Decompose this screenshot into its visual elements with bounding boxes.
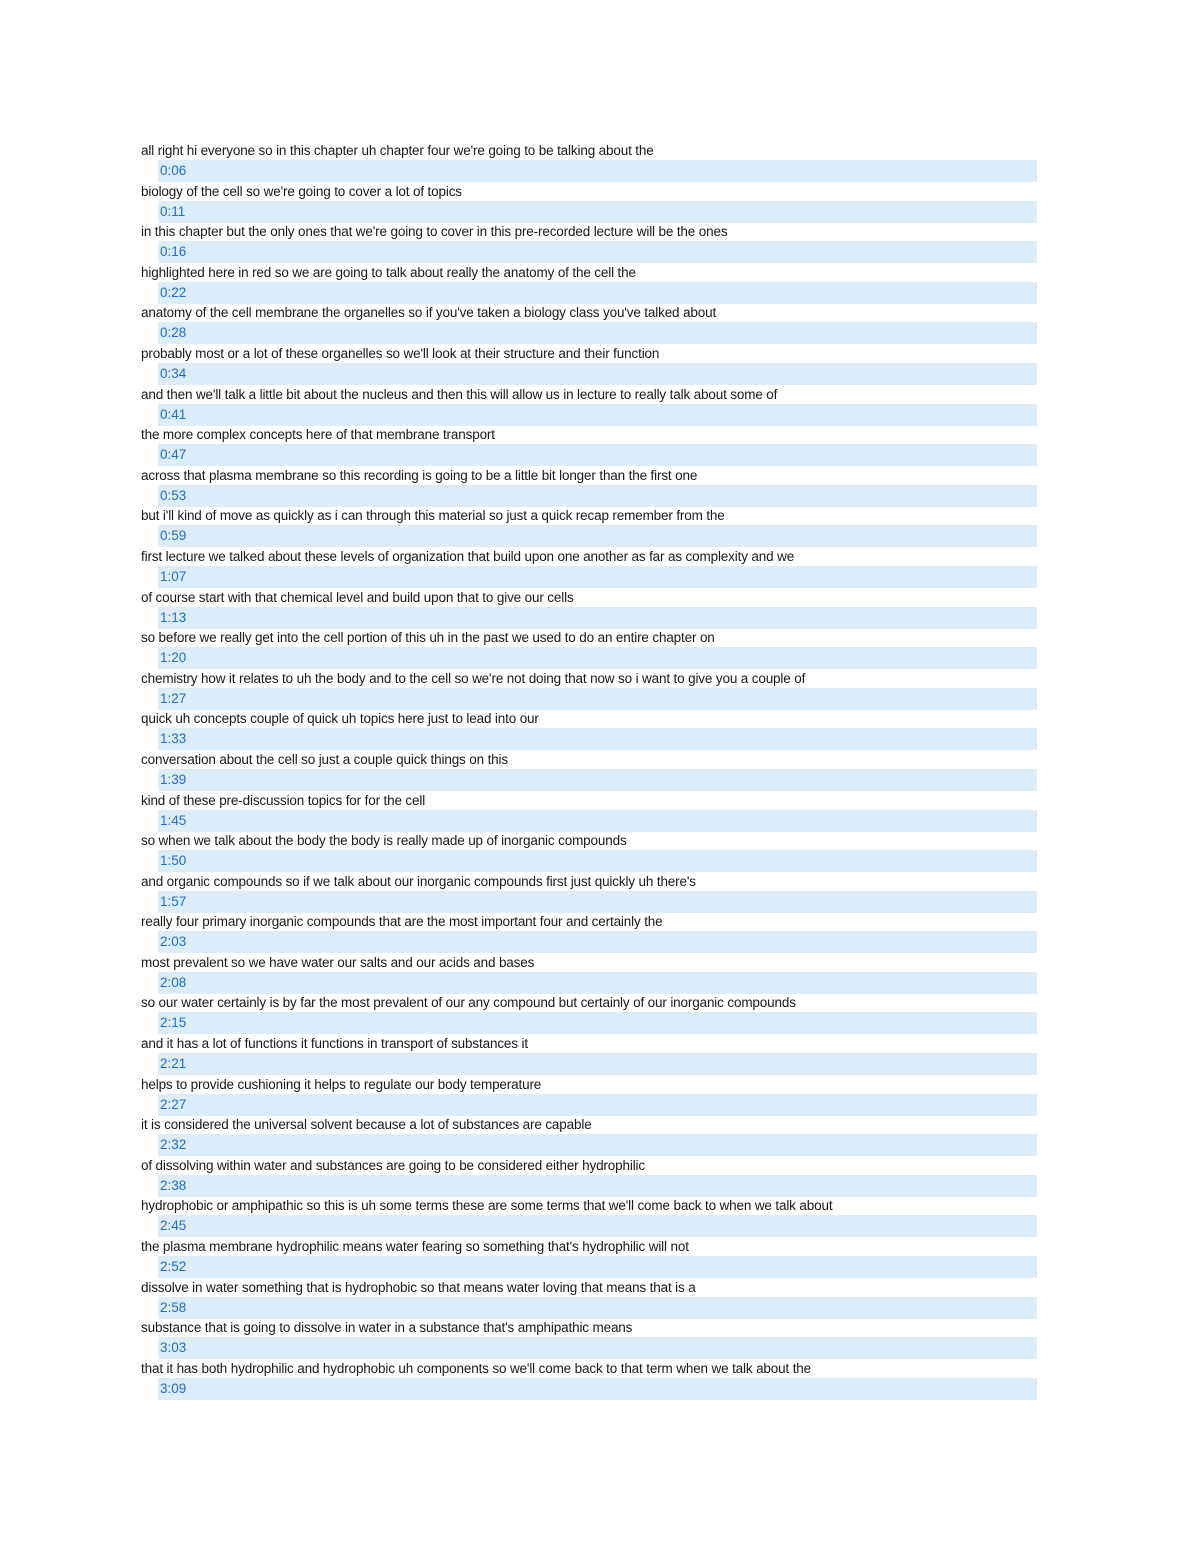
timestamp-row: [158, 850, 1037, 872]
transcript-entry: [141, 750, 1037, 791]
timestamp-link[interactable]: 0:59: [160, 528, 187, 544]
timestamp-row: [158, 769, 1037, 791]
transcript-line-text: most prevalent so we have water our salts and our acids and bases: [141, 954, 535, 970]
transcript-line-text: substance that is going to dissolve in water in a substance that's amphipathic means: [141, 1320, 633, 1336]
transcript-line-text: it is considered the universal solvent because a lot of substances are capable: [141, 1117, 592, 1133]
timestamp-link[interactable]: 0:16: [160, 244, 187, 260]
transcript-entry: [141, 303, 1037, 344]
timestamp-row: [158, 1175, 1037, 1197]
timestamp-link[interactable]: 0:22: [160, 284, 187, 300]
timestamp-row: [158, 566, 1037, 588]
transcript-entry: [141, 1115, 1037, 1156]
transcript-entry: [141, 1034, 1037, 1075]
transcript-line-text: so our water certainly is by far the most prevalent of our any compound but certainly of our inorganic compounds: [141, 995, 796, 1011]
timestamp-row: [158, 201, 1037, 223]
transcript-entry: [141, 182, 1037, 223]
transcript-line-text: anatomy of the cell membrane the organelles so if you've taken a biology class you've talked about: [141, 305, 717, 321]
timestamp-link[interactable]: 2:21: [160, 1056, 187, 1072]
timestamp-link[interactable]: 1:45: [160, 812, 187, 828]
timestamp-link[interactable]: 1:50: [160, 853, 187, 869]
timestamp-link[interactable]: 2:03: [160, 934, 187, 950]
transcript-entry: [141, 222, 1037, 263]
transcript-entry: [141, 506, 1037, 547]
timestamp-link[interactable]: 1:39: [160, 771, 187, 787]
timestamp-row: [158, 1378, 1037, 1400]
timestamp-row: [158, 1134, 1037, 1156]
transcript-line-text: and organic compounds so if we talk about our inorganic compounds first just quickly uh there's: [141, 873, 696, 889]
transcript-line-text: across that plasma membrane so this recording is going to be a little bit longer than the first one: [141, 467, 698, 483]
transcript-line-text: and then we'll talk a little bit about the nucleus and then this will allow us in lecture to really talk about some of: [141, 386, 778, 402]
transcript-entry: [141, 709, 1037, 750]
timestamp-row: [158, 607, 1037, 629]
timestamp-link[interactable]: 2:08: [160, 974, 187, 990]
transcript-line-text: dissolve in water something that is hydrophobic so that means water loving that means that is a: [141, 1279, 696, 1295]
transcript-entry: [141, 669, 1037, 710]
timestamp-link[interactable]: 1:20: [160, 650, 187, 666]
transcript-entry: [141, 953, 1037, 994]
transcript-entry: [141, 872, 1037, 913]
timestamp-link[interactable]: 0:53: [160, 487, 187, 503]
transcript-line-text: really four primary inorganic compounds that are the most important four and certainly the: [141, 914, 663, 930]
transcript-line-text: and it has a lot of functions it functions in transport of substances it: [141, 1036, 528, 1052]
transcript-line-text: first lecture we talked about these levels of organization that build upon one another as far as complexity and we: [141, 548, 795, 564]
timestamp-row: [158, 1012, 1037, 1034]
timestamp-link[interactable]: 2:52: [160, 1259, 187, 1275]
timestamp-row: [158, 891, 1037, 913]
timestamp-link[interactable]: 0:11: [160, 203, 186, 219]
timestamp-row: [158, 931, 1037, 953]
transcript-entry: [141, 141, 1037, 182]
timestamp-row: [158, 282, 1037, 304]
transcript-line-text: of course start with that chemical level and build upon that to give our cells: [141, 589, 574, 605]
transcript-entry: [141, 912, 1037, 953]
timestamp-row: [158, 444, 1037, 466]
timestamp-row: [158, 404, 1037, 426]
timestamp-row: [158, 1215, 1037, 1237]
transcript-line-text: conversation about the cell so just a couple quick things on this: [141, 751, 508, 767]
transcript-entry: [141, 466, 1037, 507]
transcript-entry: [141, 385, 1037, 426]
transcript-entry: [141, 1237, 1037, 1278]
transcript-entry: [141, 547, 1037, 588]
transcript-entry: [141, 1075, 1037, 1116]
timestamp-row: [158, 972, 1037, 994]
transcript-entry: [141, 791, 1037, 832]
transcript-entry: [141, 425, 1037, 466]
timestamp-row: [158, 241, 1037, 263]
transcript-entry: [141, 993, 1037, 1034]
timestamp-link[interactable]: 1:13: [160, 609, 187, 625]
transcript-line-text: all right hi everyone so in this chapter uh chapter four we're going to be talking about the: [141, 143, 654, 158]
transcript-line-text: so before we really get into the cell portion of this uh in the past we used to do an entire chapter on: [141, 630, 715, 646]
timestamp-row: [158, 728, 1037, 750]
transcript-line-text: kind of these pre-discussion topics for for the cell: [141, 792, 426, 808]
timestamp-link[interactable]: 2:45: [160, 1218, 187, 1234]
transcript-line-text: but i'll kind of move as quickly as i can through this material so just a quick recap remember from the: [141, 508, 725, 524]
transcript-entry: [141, 1318, 1037, 1359]
timestamp-link[interactable]: 2:58: [160, 1299, 187, 1315]
transcript-line-text: in this chapter but the only ones that we're going to cover in this pre-recorded lecture will be the ones: [141, 224, 728, 240]
timestamp-link[interactable]: 1:57: [160, 893, 187, 909]
transcript-line-text: that it has both hydrophilic and hydrophobic uh components so we'll come back to that term when we talk about the: [141, 1360, 812, 1376]
timestamp-row: [158, 322, 1037, 344]
timestamp-link[interactable]: 0:06: [160, 163, 187, 178]
timestamp-row: [158, 160, 1037, 182]
timestamp-link[interactable]: 1:07: [160, 568, 187, 584]
transcript-entry: [141, 628, 1037, 669]
timestamp-link[interactable]: 1:33: [160, 731, 187, 747]
timestamp-link[interactable]: 0:28: [160, 325, 187, 341]
timestamp-row: [158, 1053, 1037, 1075]
transcript-line-text: helps to provide cushioning it helps to regulate our body temperature: [141, 1076, 542, 1092]
transcript-entry: [141, 1196, 1037, 1237]
transcript-line-text: quick uh concepts couple of quick uh topics here just to lead into our: [141, 711, 539, 727]
timestamp-row: [158, 1094, 1037, 1116]
transcript-line-text: of dissolving within water and substances are going to be considered either hydrophilic: [141, 1157, 646, 1173]
transcript-entry: [141, 263, 1037, 304]
transcript-entry: [141, 831, 1037, 872]
timestamp-link[interactable]: 2:32: [160, 1137, 187, 1153]
timestamp-link[interactable]: 0:47: [160, 447, 187, 463]
transcript-line-text: the plasma membrane hydrophilic means water fearing so something that's hydrophilic will not: [141, 1239, 689, 1255]
transcript-line-text: probably most or a lot of these organelles so we'll look at their structure and their function: [141, 345, 660, 361]
transcript-entry: [141, 1359, 1037, 1400]
timestamp-row: [158, 647, 1037, 669]
transcript-line-text: the more complex concepts here of that membrane transport: [141, 427, 495, 443]
transcript-list: [141, 141, 1037, 1399]
timestamp-link[interactable]: 0:41: [160, 406, 187, 422]
timestamp-link[interactable]: 1:27: [160, 690, 187, 706]
timestamp-link[interactable]: 2:27: [160, 1096, 187, 1112]
transcript-line-text: chemistry how it relates to uh the body and to the cell so we're not doing that now so i want to give you a couple of: [141, 670, 806, 686]
transcript-entry: [141, 588, 1037, 629]
timestamp-row: [158, 363, 1037, 385]
timestamp-row: [158, 525, 1037, 547]
timestamp-row: [158, 1297, 1037, 1319]
transcript-entry: [141, 1156, 1037, 1197]
timestamp-link[interactable]: 3:03: [160, 1340, 187, 1356]
timestamp-row: [158, 810, 1037, 832]
transcript-entry: [141, 344, 1037, 385]
timestamp-link[interactable]: 3:09: [160, 1380, 187, 1396]
timestamp-row: [158, 1256, 1037, 1278]
transcript-line-text: hydrophobic or amphipathic so this is uh some terms these are some terms that we'll come back to when we talk about: [141, 1198, 833, 1214]
timestamp-link[interactable]: 0:34: [160, 365, 187, 381]
transcript-entry: [141, 1278, 1037, 1319]
transcript-line-text: so when we talk about the body the body is really made up of inorganic compounds: [141, 833, 627, 849]
transcript-line-text: highlighted here in red so we are going to talk about really the anatomy of the cell the: [141, 264, 636, 280]
transcript-line-text: biology of the cell so we're going to cover a lot of topics: [141, 183, 462, 199]
timestamp-link[interactable]: 2:15: [160, 1015, 187, 1031]
timestamp-link[interactable]: 2:38: [160, 1177, 187, 1193]
timestamp-row: [158, 688, 1037, 710]
timestamp-row: [158, 485, 1037, 507]
timestamp-row: [158, 1337, 1037, 1359]
